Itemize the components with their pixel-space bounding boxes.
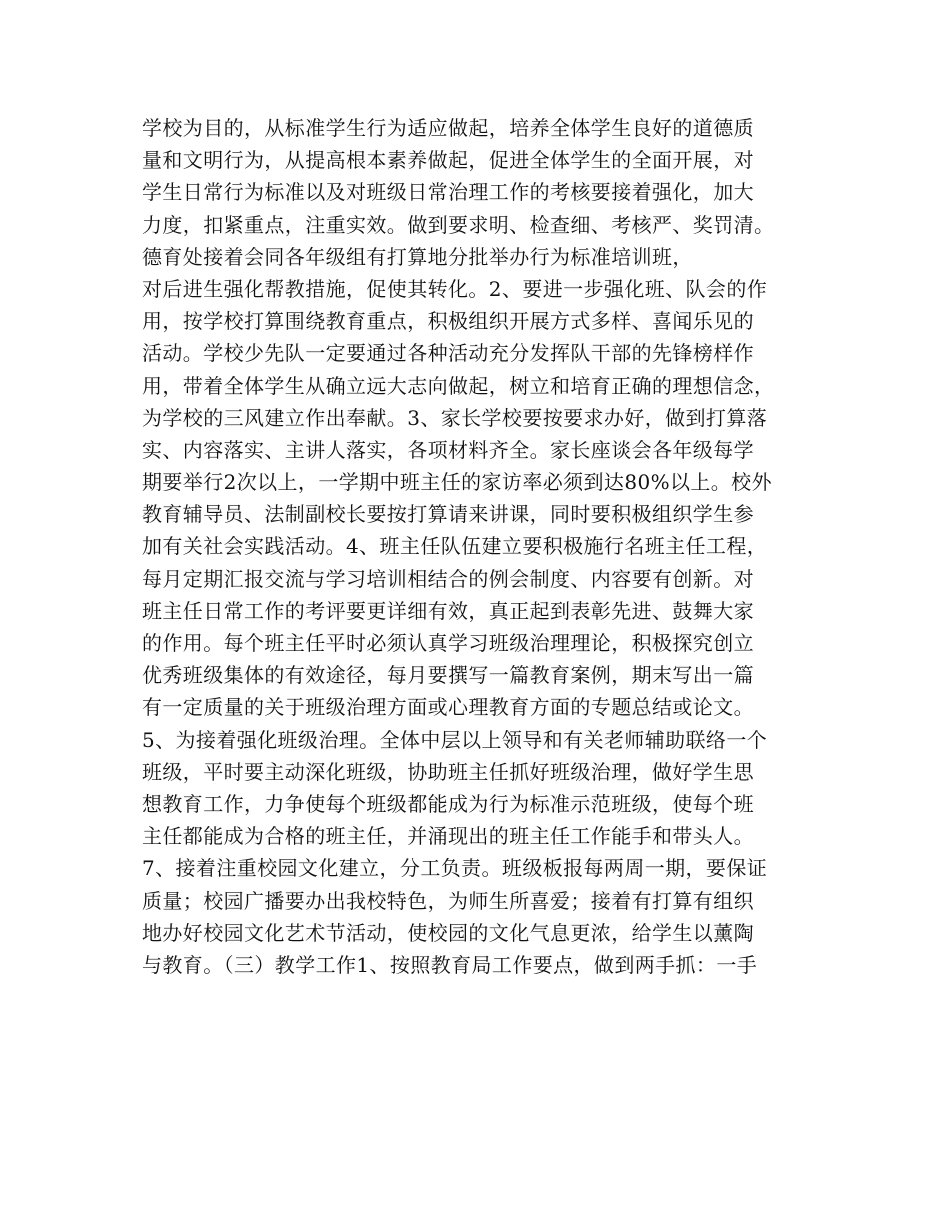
text-line: 期要举行2次以上，一学期中班主任的家访率必须到达80%以上。校外 bbox=[142, 470, 772, 495]
text-line: 的作用。每个班主任平时必须认真学习班级治理理论，积极探究创立 bbox=[142, 631, 754, 655]
text-line: 德育处接着会同各年级组有打算地分批举办行为标准培训班， bbox=[142, 244, 693, 269]
text-line: 主任都能成为合格的班主任，并涌现出的班主任工作能手和带头人。 bbox=[142, 824, 754, 849]
text-line: 对后进生强化帮教措施，促使其转化。2、要进一步强化班、队会的作 bbox=[142, 276, 768, 301]
text-line: 实、内容落实、主讲人落实，各项材料齐全。家长座谈会各年级每学 bbox=[142, 437, 754, 462]
text-line: 优秀班级集体的有效途径，每月要撰写一篇教育案例，期末写出一篇 bbox=[142, 663, 754, 688]
text-line: 7、接着注重校园文化建立，分工负责。班级板报每两周一期，要保证 bbox=[142, 856, 768, 881]
text-line: 为学校的三风建立作出奉献。3、家长学校要按要求办好，做到打算落 bbox=[142, 405, 768, 430]
text-line: 质量；校园广播要办出我校特色，为师生所喜爱；接着有打算有组织 bbox=[142, 888, 754, 913]
text-line: 想教育工作，力争使每个班级都能成为行为标准示范班级，使每个班 bbox=[142, 791, 754, 816]
text-line: 每月定期汇报交流与学习培训相结合的例会制度、内容要有创新。对 bbox=[142, 566, 754, 591]
text-line: 班主任日常工作的考评要更详细有效，真正起到表彰先进、鼓舞大家 bbox=[142, 598, 754, 623]
text-line: 学生日常行为标准以及对班级日常治理工作的考核要接着强化，加大 bbox=[142, 180, 754, 205]
text-line: 地办好校园文化艺术节活动，使校园的文化气息更浓，给学生以薰陶 bbox=[142, 920, 754, 945]
text-line: 用，带着全体学生从确立远大志向做起，树立和培育正确的理想信念， bbox=[142, 373, 775, 398]
text-line: 用，按学校打算围绕教育重点，积极组织开展方式多样、喜闻乐见的 bbox=[142, 309, 754, 334]
text-line: 量和文明行为，从提高根本素养做起，促进全体学生的全面开展，对 bbox=[142, 148, 754, 173]
text-line: 活动。学校少先队一定要通过各种活动充分发挥队干部的先锋榜样作 bbox=[142, 341, 754, 366]
text-line: 与教育。（三）教学工作1、按照教育局工作要点，做到两手抓：一手 bbox=[142, 952, 758, 977]
text-line: 有一定质量的关于班级治理方面或心理教育方面的专题总结或论文。 bbox=[142, 695, 754, 720]
text-line: 教育辅导员、法制副校长要按打算请来讲课，同时要积极组织学生参 bbox=[142, 502, 754, 527]
text-line: 力度，扣紧重点，注重实效。做到要求明、检查细、考核严、奖罚清。 bbox=[142, 212, 775, 237]
text-line: 加有关社会实践活动。4、班主任队伍建立要积极施行名班主任工程， bbox=[142, 534, 768, 559]
text-line: 班级，平时要主动深化班级，协助班主任抓好班级治理，做好学生思 bbox=[142, 759, 754, 784]
text-line: 学校为目的，从标准学生行为适应做起，培养全体学生良好的道德质 bbox=[142, 116, 754, 140]
text-line: 5、为接着强化班级治理。全体中层以上领导和有关老师辅助联络一个 bbox=[142, 727, 768, 752]
body-text bbox=[142, 112, 842, 981]
